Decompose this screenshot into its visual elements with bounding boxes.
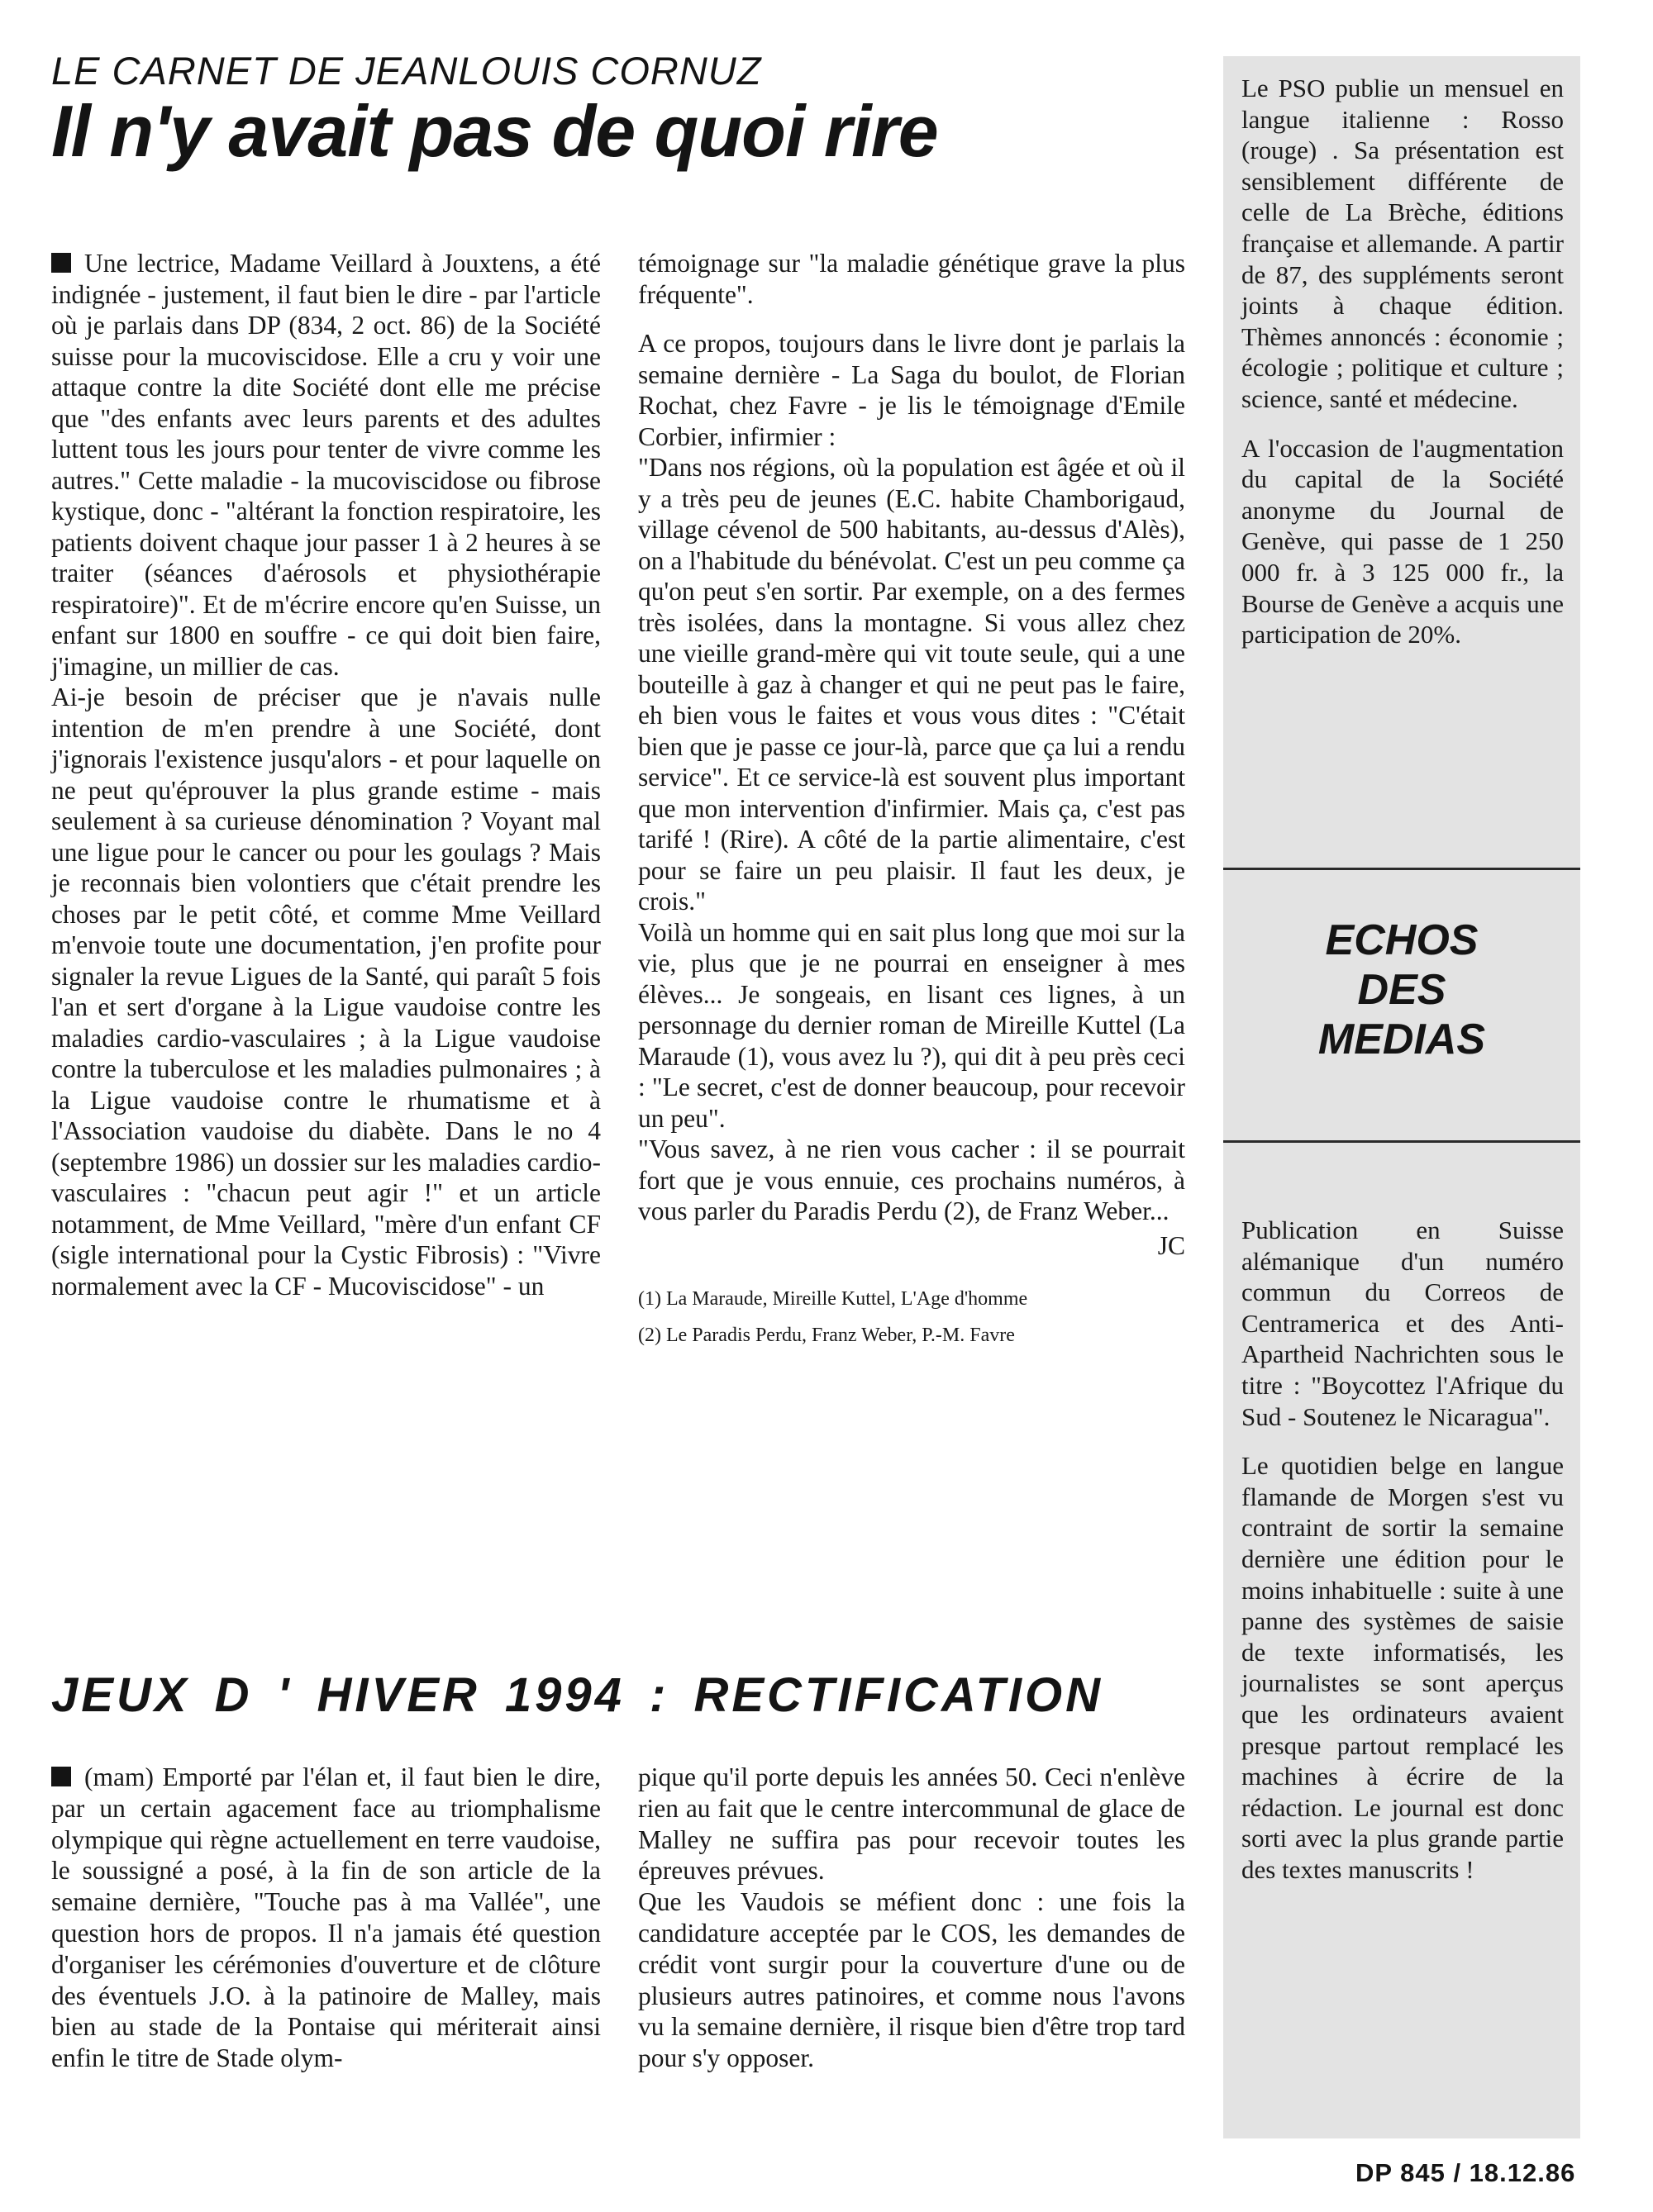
article2-headline: JEUX D ' HIVER 1994 : RECTIFICATION: [51, 1668, 1104, 1722]
article1-paragraph: Une lectrice, Madame Veillard à Jouxtens, a été indignée - justement, il faut bien le dire - par l'article où je parlais dans DP (834, 2 oct. 86) de la Société suisse pour la mucoviscidose. Elle a cru y voir une attaque contre la dite Société dont elle me précise que "des enfants avec leurs parents et des adultes luttent tous les jours pour tenter de vivre comme les autres." Cette maladie - la mucoviscidose ou fibrose kystique, donc - "altérant la fonction respiratoire, les patients doivent chaque jour passer 1 à 2 heures à se traiter (séances d'aérosols et physiothérapie respiratoire)". Et de m'écrire encore qu'en Suisse, un enfant sur 1800 en souffre - ce qui doit bien faire, j'imagine, un millier de cas.: [51, 249, 601, 681]
article1-paragraph: témoignage sur "la maladie génétique grave la plus fréquente".: [638, 249, 1185, 309]
article1-paragraph: "Dans nos régions, où la population est âgée et où il y a très peu de jeunes (E.C. habite Chamborigaud, village cévenol de 500 habitants, au-dessus d'Alès), on a l'habitude du bénévolat. C'est un peu comme ça qu'on peut s'en sortir. Par exemple, on a des fermes très isolées, dans la montagne. Si vous allez chez une vieille grand-mère qui vit toute seule, qui a une bouteille à gaz à changer et qui ne peut pas le faire, eh bien vous le faites et vous vous dites : "C'était bien que je passe ce jour-là, parce que ça lui a rendu service". Et ce service-là est souvent plus important que mon intervention d'infirmier. Mais ça, c'est pas tarifé ! (Rire). A côté de la partie alimentaire, c'est pour se faire un peu plaisir. Il faut les deux, je crois.": [638, 453, 1185, 916]
article1-column-1: [51, 248, 601, 1301]
article2-paragraph: (mam) Emporté par l'élan et, il faut bien le dire, par un certain agacement face au triomphalisme olympique qui règne actuellement en terre vaudoise, le soussigné a posé, à la fin de son article de la semaine dernière, "Touche pas à ma Vallée", une question hors de propos. Il n'a jamais été question d'organiser les cérémonies d'ouverture et de clôture des éventuels J.O. à la patinoire de Malley, mais bien au stade de la Pontaise qui mériterait ainsi enfin le titre de Stade olym-: [51, 1762, 601, 2073]
sidebar-item: Publication en Suisse alémanique d'un numéro commun du Correos de Centramerica et des Anti-Apartheid Nachrichten sous le titre : "Boycottez l'Afrique du Sud - Soutenez le Nicaragua".: [1241, 1215, 1564, 1431]
sidebar-item: Le PSO publie un mensuel en langue italienne : Rosso (rouge) . Sa présentation est sensiblement différente de celle de La Brèche, éditions française et allemande. A partir de 87, des suppléments seront joints à chaque édition. Thèmes annoncés : économie ; écologie ; politique et culture ; science, santé et médecine.: [1241, 74, 1564, 413]
bullet-square-icon: [51, 253, 71, 273]
sidebar-section-title: ECHOS DES MEDIAS: [1317, 916, 1486, 1063]
article1-column-2: [638, 248, 1185, 1353]
article2-column-1: [51, 1762, 601, 2074]
footnote: (1) La Maraude, Mireille Kuttel, L'Age d'homme: [638, 1288, 1028, 1310]
footnote: (2) Le Paradis Perdu, Franz Weber, P.-M. Favre: [638, 1325, 1015, 1346]
sidebar-item: Le quotidien belge en langue flamande de Morgen s'est vu contraint de sortir la semaine dernière une édition pour le moins inhabituelle : suite à une panne des systèmes de saisie de texte informatisés, les journalistes se sont aperçus que les ordinateurs avaient presque partout remplacé les machines à écrire de la rédaction. Le journal est donc sorti avec la plus grande partie des textes manuscrits !: [1241, 1451, 1564, 1884]
issue-footer: DP 845 / 18.12.86: [1355, 2158, 1576, 2187]
sidebar-top-items: [1241, 73, 1564, 650]
column-kicker: LE CARNET DE JEANLOUIS CORNUZ: [51, 49, 762, 93]
article1-paragraph: Ai-je besoin de préciser que je n'avais nulle intention de m'en prendre à une Société, dont j'ignorais l'existence jusqu'alors - et pour laquelle on ne peut qu'éprouver la plus grande estime - mais seulement à sa curieuse dénomination ? Voyant mal une ligue pour le cancer ou pour les goulags ? Mais je reconnais bien volontiers que c'était prendre les choses par le petit côté, et comme Mme Veillard m'envoie toute une documentation, j'en profite pour signaler la revue Ligues de la Santé, qui paraît 5 fois l'an et sert d'organe à la Ligue vaudoise contre les maladies cardio-vasculaires ; à la Ligue vaudoise contre la tuberculose et les maladies pulmonaires ; à la Ligue vaudoise contre le rhumatisme et à l'Association vaudoise du diabète. Dans le no 4 (septembre 1986) un dossier sur les maladies cardio-vasculaires : "chacun peut agir !" et un article notamment, de Mme Veillard, "mère d'un enfant CF (sigle international pour la Cystic Fibrosis) : "Vivre normalement avec la CF - Mucoviscidose" - un: [51, 683, 601, 1301]
article2-column-2: [638, 1762, 1185, 2074]
sidebar-item: A l'occasion de l'augmentation du capital de la Société anonyme du Journal de Genève, qui passe de 1 250 000 fr. à 3 125 000 fr., la Bourse de Genève a acquis une participation de 20%.: [1241, 433, 1564, 649]
article2-paragraph: pique qu'il porte depuis les années 50. Ceci n'enlève rien au fait que le centre intercommunal de glace de Malley ne suffira pas pour recevoir toutes les épreuves prévues.: [638, 1762, 1185, 1886]
article-headline: Il n'y avait pas de quoi rire: [51, 90, 938, 172]
sidebar-divider: [1223, 868, 1580, 870]
footnotes: [638, 1281, 1185, 1353]
article2-paragraph: Que les Vaudois se méfient donc : une fois la candidature acceptée par le COS, les demandes de crédit vont surgir pour la couverture d'une ou de plusieurs autres patinoires, et comme nous l'avons vu la semaine dernière, il risque bien d'être trop tard pour s'y opposer.: [638, 1887, 1185, 2073]
article1-paragraph: "Vous savez, à ne rien vous cacher : il se pourrait fort que je vous ennuie, ces prochains numéros, à vous parler du Paradis Perdu (2), de Franz Weber...: [638, 1135, 1185, 1225]
sidebar-bottom-items: [1241, 1215, 1564, 1885]
article1-paragraph: Voilà un homme qui en sait plus long que moi sur la vie, plus que je ne pourrai en enseigner à mes élèves... Je songeais, en lisant ces lignes, à un personnage du dernier roman de Mireille Kuttel (La Maraude (1), vous avez lu ?), qui dit à peu près ceci : "Le secret, c'est de donner beaucoup, pour recevoir un peu".: [638, 917, 1185, 1133]
article1-paragraph: A ce propos, toujours dans le livre dont je parlais la semaine dernière - La Saga du boulot, de Florian Rochat, chez Favre - je lis le témoignage d'Emile Corbier, infirmier :: [638, 329, 1185, 451]
sidebar-divider: [1223, 1140, 1580, 1143]
author-signature: JC: [1157, 1230, 1185, 1260]
bullet-square-icon: [51, 1767, 71, 1786]
